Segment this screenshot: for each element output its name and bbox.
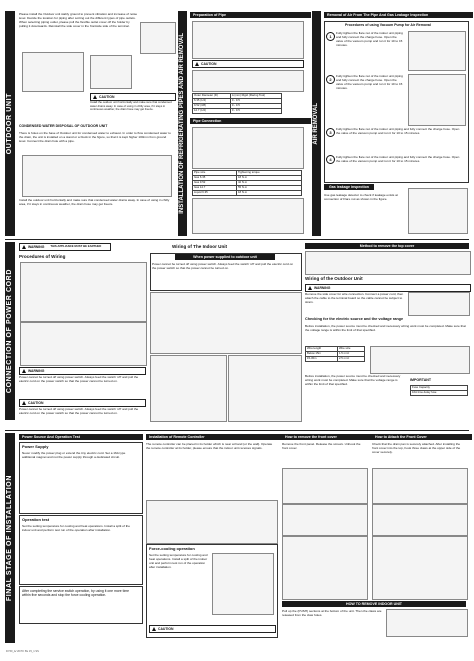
power-outdoor-header: When power supplied to outdoor unit xyxy=(175,254,275,260)
wire-size-table: Wire length Wire size Below 15m 1.5 mm² 15-30m 2.5 mm² xyxy=(305,346,365,362)
outdoor-wiring-text: Remove the side cover for wire connection. Connect a power cord, then attach the cable to the terminal board so the cable cannot be subject to strain. xyxy=(305,292,404,305)
force-cooling-figure xyxy=(212,553,274,615)
outdoor-unit-wiring-figure xyxy=(370,346,470,374)
wiring-warning-text: Power cannot be turned off using power switch. Always feed the switch 'off' and pull the electric cord on the power switch so that the power cannot be turned on. xyxy=(19,375,139,384)
front-remove-text: Remove the front panel. Release the screws. Unhook the front cover. xyxy=(282,442,361,451)
earthed-warning: WARNING THIS APPLIANCE MUST BE EARTHED xyxy=(19,243,111,251)
pipe-dimension-table: Outer Diameter (D) A (mm) Rigid (Flaring Tool) 6.35 (1/4) 0 - 0.5 9.52 (3/8) 0 - 0.5 12.7 (1/2) 0 - 0.5 xyxy=(192,93,282,114)
divider-top xyxy=(5,239,469,240)
voltage-text-2: Before installation, the power source must be checked and necessary wiring work must be completed. Make sure that the voltage range is within the limit of that specified. xyxy=(305,374,401,387)
air-steps-text-1: Fully tighten the flare nut of the indoor unit piping and fully connect the charge hose. Open the valve of the vacuum pump and run it for 10 to 15 minutes. xyxy=(336,31,403,48)
warning-triangle-icon xyxy=(308,286,312,290)
warning-triangle-icon xyxy=(22,245,26,249)
remove-front-header: How to remove the front cover xyxy=(282,434,372,440)
step-1-marker: 1 xyxy=(326,32,335,41)
pipe-caution: CAUTION xyxy=(192,60,304,68)
wiring-warning: WARNING xyxy=(19,367,146,375)
indoor-cable-figure-1 xyxy=(150,355,227,422)
remote-text: The remote controller can be placed in its holder which is near at hand (or the wall). Operate the remote controller at its holder, please ensure that the indoor unit receives signals. xyxy=(146,442,273,451)
power-steps-text: Never modify the power plug or extend the tiny electric cord. Set a 16A type additional magnet and not the power supply through a dedicated circuit. xyxy=(22,451,126,460)
attach-front-header: How to Attach the Front Cover xyxy=(372,434,472,440)
pipe-connection-header: Pipe Connection xyxy=(190,118,311,124)
warning-triangle-icon xyxy=(152,627,156,631)
air-removal-band: AIR REMOVAL xyxy=(312,11,321,236)
op-test-text: Set the setting temperature for cooling and heat operations. Install a split of the indoor unit and perform test run of the operation after installation. xyxy=(22,524,131,533)
air-steps-text-2: Fully tighten the flare nut of the indoor unit piping and fully connect the charge hose. Open the valve of the vacuum pump and run it for 10 to 15 minutes. xyxy=(336,74,403,91)
vacuum-procedure-title: Procedures of using Vacuum Pump for Air Removal xyxy=(345,23,431,27)
gas-leakage-header: Gas leakage inspection xyxy=(324,184,374,190)
operation-test-title: Operation test xyxy=(22,517,50,522)
power-test-header: Power Source And Operation Test xyxy=(19,434,143,440)
final-stage-band: FINAL STAGE OF INSTALLATION xyxy=(5,433,15,643)
warning-triangle-icon xyxy=(22,401,26,405)
warning-triangle-icon xyxy=(93,95,97,99)
outdoor-intro-text: Please install the Outdoor unit stably ground to prevent vibration and increase of noise level. Decide the location for piping after sorting out the different types of pipe outlets. When selecting piping outlet, please pull the flexible outlet cover off the holder by pulling it downwards. Reinstall the side cover in the frontside side of the terminal. xyxy=(19,12,138,29)
condensed-text: There is holes on the base of Outdoor unit for condensed water to exhaust. In order to flow condensed water to the drain, the unit is installed on a stand or a block in the figure, so that it is kept higher 100mm from ground level. Connect the drain hole with a pipe. xyxy=(19,131,171,144)
fuse-table: Fuse Capacity 16A time delay fuse xyxy=(410,385,468,396)
wiring-diagram-2 xyxy=(20,322,147,366)
outdoor-caution-text: Install the outdoor unit horizontally and make sure that condensed water drains away. In case of using in chilly area, if it stays in continuous weather, the drain hose may get freeze. xyxy=(90,101,172,112)
step-2-marker: 2 xyxy=(326,75,335,84)
outdoor-unit-figure xyxy=(22,52,84,92)
indoor-unit-figure xyxy=(386,609,468,637)
attach-figure-3 xyxy=(372,536,468,600)
power-cord-band: CONNECTION OF POWER CORD xyxy=(5,242,15,420)
leak-check-text: Use gas leakage detector to check if leakage exists at connection of Flare nut as shown in the figure. xyxy=(324,193,398,202)
remove-cover-header: Method to remove the top cover xyxy=(305,243,469,249)
wiring-caution-text: Power cannot be turned off using power switch. Always feed the switch 'off' and pull the electric cord on the power switch so that the power cannot be turned on. xyxy=(19,407,139,416)
front-attach-text: Check that the drain pan is securely attached. After installing the front cover into the top, hook three claws at the upper side of the cover securely. xyxy=(372,442,461,455)
remove-indoor-text: Pull up the (PUSH) sections at the bottom of the unit. Then the claws are released from the claw holes. xyxy=(282,609,382,618)
step-3-marker: 3 xyxy=(326,128,335,137)
power-outdoor-text: Power cannot be turned off using power switch. Always feed the switch 'off' and pull the electric cord on the power switch so that the power cannot be turned on. xyxy=(152,262,294,271)
pipe-cutting-figure xyxy=(192,21,304,59)
prep-pipe-header: Preparation of Pipe xyxy=(190,12,311,18)
outdoor-unit-band: OUTDOOR UNIT xyxy=(5,11,15,236)
front-panel-figure-2 xyxy=(282,504,368,536)
flaring-figure xyxy=(192,70,304,92)
outdoor-wiring-warning: WARNING xyxy=(305,284,471,292)
force-cooling-title: Force-cooling operation xyxy=(149,546,195,551)
leak-detector-figure xyxy=(408,188,468,234)
voltage-text: Before installation, the power source must be checked and necessary wiring work must be completed. Make sure that the voltage range is within the limit of that specified. xyxy=(305,324,466,333)
side-cover-figure xyxy=(140,22,176,54)
remote-holder-figure xyxy=(146,500,278,544)
wiring-outdoor-title: Wiring of the Outdoor Unit xyxy=(305,276,363,281)
force-note-text: After completing the service switch operation, by using it one more time within five seconds and stop the force cooling operation. xyxy=(22,589,130,598)
air-steps-text-4: Fully tighten the flare nut of the indoor unit piping and fully connect the charge hose. Open the valve of the vacuum pump and run it for 10 to 15 minutes. xyxy=(336,155,460,164)
force-caution: CAUTION xyxy=(149,625,276,633)
outdoor-caution: CAUTION xyxy=(90,93,176,101)
torque-table: Pipe size Tightening torque Gas 6.35 18 N·m Gas 9.52 42 N·m Gas 12.7 55 N·m Liquid 6.35 18 N·m xyxy=(192,170,302,196)
force-cooling-text: Set the setting temperature for cooling and heat operations. Install a split of the indoor unit and perform test run of the operation after installation. xyxy=(149,553,208,570)
warning-triangle-icon xyxy=(195,62,199,66)
warning-triangle-icon xyxy=(22,369,26,373)
outdoor-terminal-figure xyxy=(408,292,470,316)
wiring-indoor-title: Wiring of The Indoor Unit xyxy=(172,244,228,249)
divider-bottom xyxy=(5,430,469,431)
flare-nut-figure xyxy=(192,198,304,234)
power-supply-title: Power Supply xyxy=(22,444,49,449)
pipe-connection-figure xyxy=(192,127,304,169)
footer-code: DY60_A/ 20/70: Bu 15_1 SS xyxy=(6,650,39,653)
front-panel-figure-1 xyxy=(282,468,368,504)
remove-indoor-header: HOW TO REMOVE INDOOR UNIT xyxy=(282,601,466,607)
pipe-outlet-figure xyxy=(90,55,132,89)
gauge-manifold-figure xyxy=(408,74,466,126)
top-cover-figure xyxy=(305,251,471,275)
indoor-cable-figure-2 xyxy=(228,355,302,422)
attach-figure-2 xyxy=(372,504,468,536)
install-remote-header: Installation of Remote Controller xyxy=(146,434,282,440)
vacuum-pump-figure xyxy=(408,31,466,71)
checking-voltage-title: Checking for the electric source and the voltage range xyxy=(305,317,404,321)
front-panel-figure-3 xyxy=(282,536,368,600)
wiring-diagram-1 xyxy=(20,262,147,322)
step-4-marker: 4 xyxy=(326,155,335,164)
after-install-text: Install the outdoor unit horizontally and make sure that condensed water drains away. In case of using in chilly area, if it stays in continuous weather, the drain hose may get freeze. xyxy=(19,198,170,207)
condensed-title: CONDENSED WATER DISPOSAL OF OUTDOOR UNIT xyxy=(19,124,108,128)
procedures-wiring-title: Procedures of Wiring xyxy=(19,254,66,259)
indoor-terminal-figure xyxy=(150,292,302,354)
removal-air-header: Removal of Air From The Pipe And Gas Leakage Inspection xyxy=(324,12,473,18)
install-pipes-band: INSTALLATION OF REFRIGERATING PIPES AND AIR REMOVAL xyxy=(178,11,187,236)
air-steps-text-3: Fully tighten the flare nut of the indoor unit piping and fully connect the charge hose. Open the valve of the vacuum pump and run it for 10 to 15 minutes. xyxy=(336,127,460,136)
drain-figure xyxy=(22,155,172,197)
attach-figure-1 xyxy=(372,468,468,504)
wiring-caution: CAUTION xyxy=(19,399,146,407)
important-label: IMPORTANT xyxy=(410,378,432,382)
